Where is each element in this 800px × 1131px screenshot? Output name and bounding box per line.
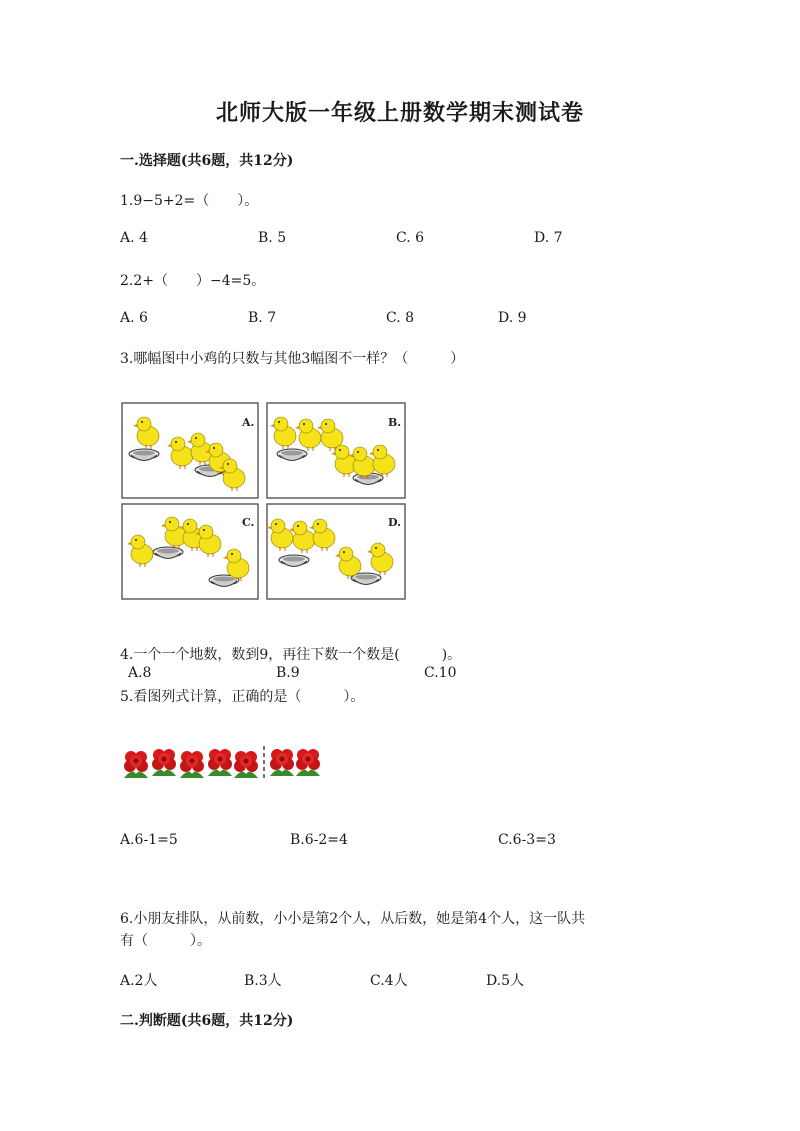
q2-option-a[interactable]: A. 6 [120, 310, 148, 326]
question-6-line-2: 有（ ）。 [120, 933, 211, 949]
q1-option-a[interactable]: A. 4 [120, 230, 148, 246]
chick-panels-image [120, 402, 410, 602]
question-5: 5.看图列式计算，正确的是（ ）。 [120, 689, 365, 705]
q4-option-a[interactable]: A.8 [128, 665, 152, 681]
flowers-image [120, 742, 330, 782]
question-4: 4.一个一个地数，数到9，再往下数一个数是( )。 [120, 647, 462, 663]
q6-option-b[interactable]: B.3人 [244, 973, 282, 989]
section-heading-choice: 一.选择题(共6题，共12分) [120, 153, 294, 169]
q6-option-a[interactable]: A.2人 [120, 973, 158, 989]
question-3: 3.哪幅图中小鸡的只数与其他3幅图不一样？（ ） [120, 351, 465, 367]
q2-option-c[interactable]: C. 8 [386, 310, 415, 326]
q6-option-c[interactable]: C.4人 [370, 973, 408, 989]
q4-option-b[interactable]: B.9 [276, 665, 300, 681]
page-title: 北师大版一年级上册数学期末测试卷 [215, 100, 584, 126]
panel-c-label: C. [242, 516, 255, 529]
question-1: 1.9−5+2=（ ）。 [120, 193, 259, 209]
q6-option-d[interactable]: D.5人 [486, 973, 525, 989]
panel-b-label: B. [388, 416, 402, 429]
question-6-line-1: 6.小朋友排队，从前数，小小是第2个人，从后数，她是第4个人，这一队共 [120, 911, 586, 927]
q1-option-c[interactable]: C. 6 [396, 230, 425, 246]
section-heading-judgement: 二.判断题(共6题，共12分) [120, 1013, 294, 1029]
q1-option-b[interactable]: B. 5 [258, 230, 287, 246]
q5-option-c[interactable]: C.6-3=3 [498, 832, 556, 848]
question-2: 2.2+（ ）−4=5。 [120, 273, 266, 289]
q4-option-c[interactable]: C.10 [424, 665, 457, 681]
q5-option-a[interactable]: A.6-1=5 [120, 832, 178, 848]
panel-d-label: D. [388, 516, 401, 529]
q5-option-b[interactable]: B.6-2=4 [290, 832, 348, 848]
q2-option-d[interactable]: D. 9 [498, 310, 527, 326]
q1-option-d[interactable]: D. 7 [534, 230, 563, 246]
panel-a-label: A. [242, 416, 255, 429]
q2-option-b[interactable]: B. 7 [248, 310, 277, 326]
